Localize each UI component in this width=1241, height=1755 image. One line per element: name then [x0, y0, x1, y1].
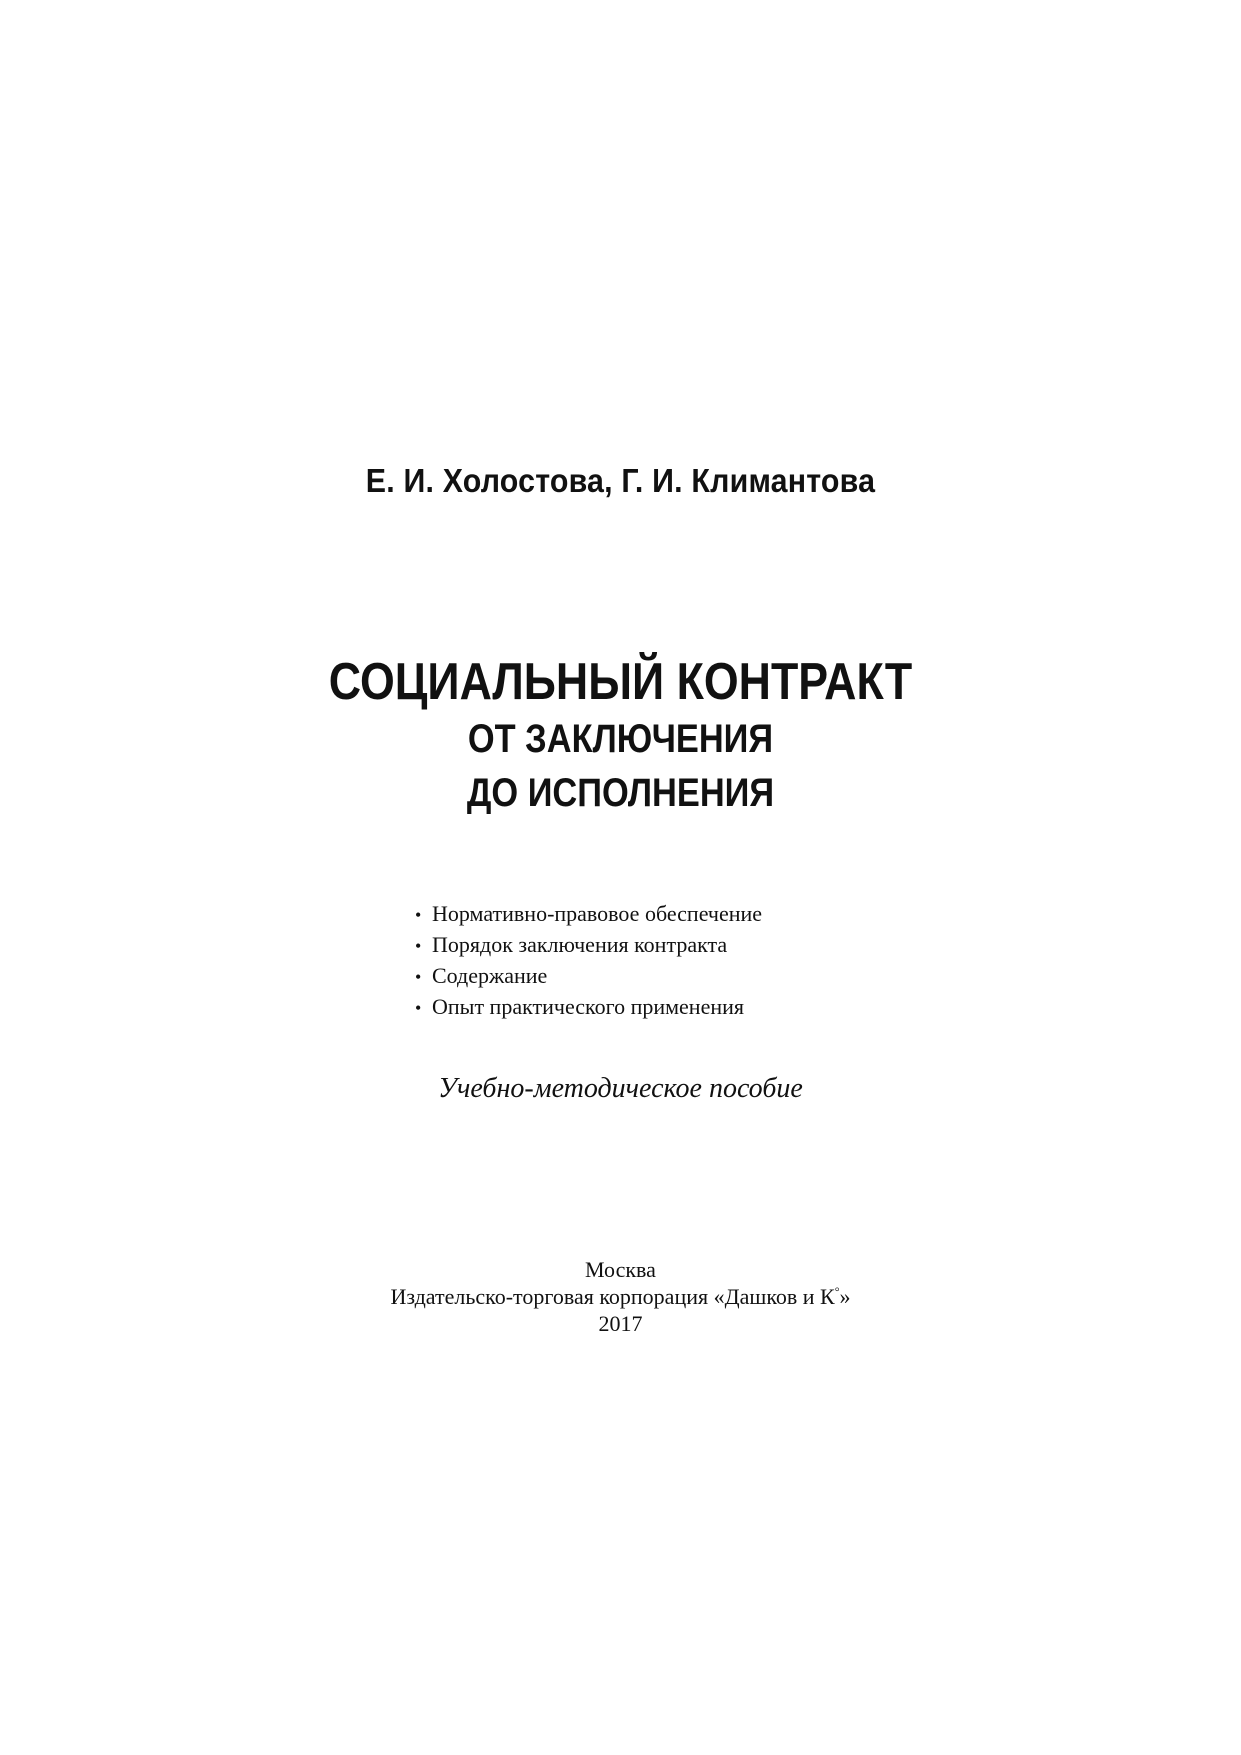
title-line-3: ДО ИСПОЛНЕНИЯ	[466, 771, 775, 815]
authors: Е. И. Холостова, Г. И. Климантова	[365, 462, 876, 499]
degree-sign: °	[834, 1284, 840, 1299]
imprint-city: Москва	[585, 1257, 656, 1282]
title-main: СОЦИАЛЬНЫЙ КОНТРАКТ	[328, 653, 913, 711]
document-type: Учебно-методическое пособие	[438, 1073, 803, 1104]
list-item	[415, 899, 762, 930]
bullet-icon: •	[415, 905, 422, 925]
list-item-text: Порядок заключения контракта	[432, 932, 728, 957]
title-line-2: ОТ ЗАКЛЮЧЕНИЯ	[467, 717, 774, 761]
imprint-publisher	[0, 1283, 1241, 1310]
list-item	[415, 961, 762, 992]
list-item-text: Содержание	[432, 963, 548, 988]
list-item-text: Опыт практического применения	[432, 994, 745, 1019]
bullet-icon: •	[415, 936, 422, 956]
features-list	[415, 899, 762, 1023]
imprint-year: 2017	[598, 1311, 643, 1336]
list-item-text: Нормативно-правовое обеспечение	[432, 901, 763, 926]
imprint	[0, 1256, 1241, 1337]
list-item	[415, 992, 762, 1023]
publisher-close-quote: »	[839, 1284, 851, 1309]
bullet-icon: •	[415, 998, 422, 1018]
book-title	[87, 652, 1154, 820]
publisher-name: Издательско-торговая корпорация «Дашков и К	[390, 1284, 835, 1309]
bullet-icon: •	[415, 967, 422, 987]
list-item	[415, 930, 762, 961]
